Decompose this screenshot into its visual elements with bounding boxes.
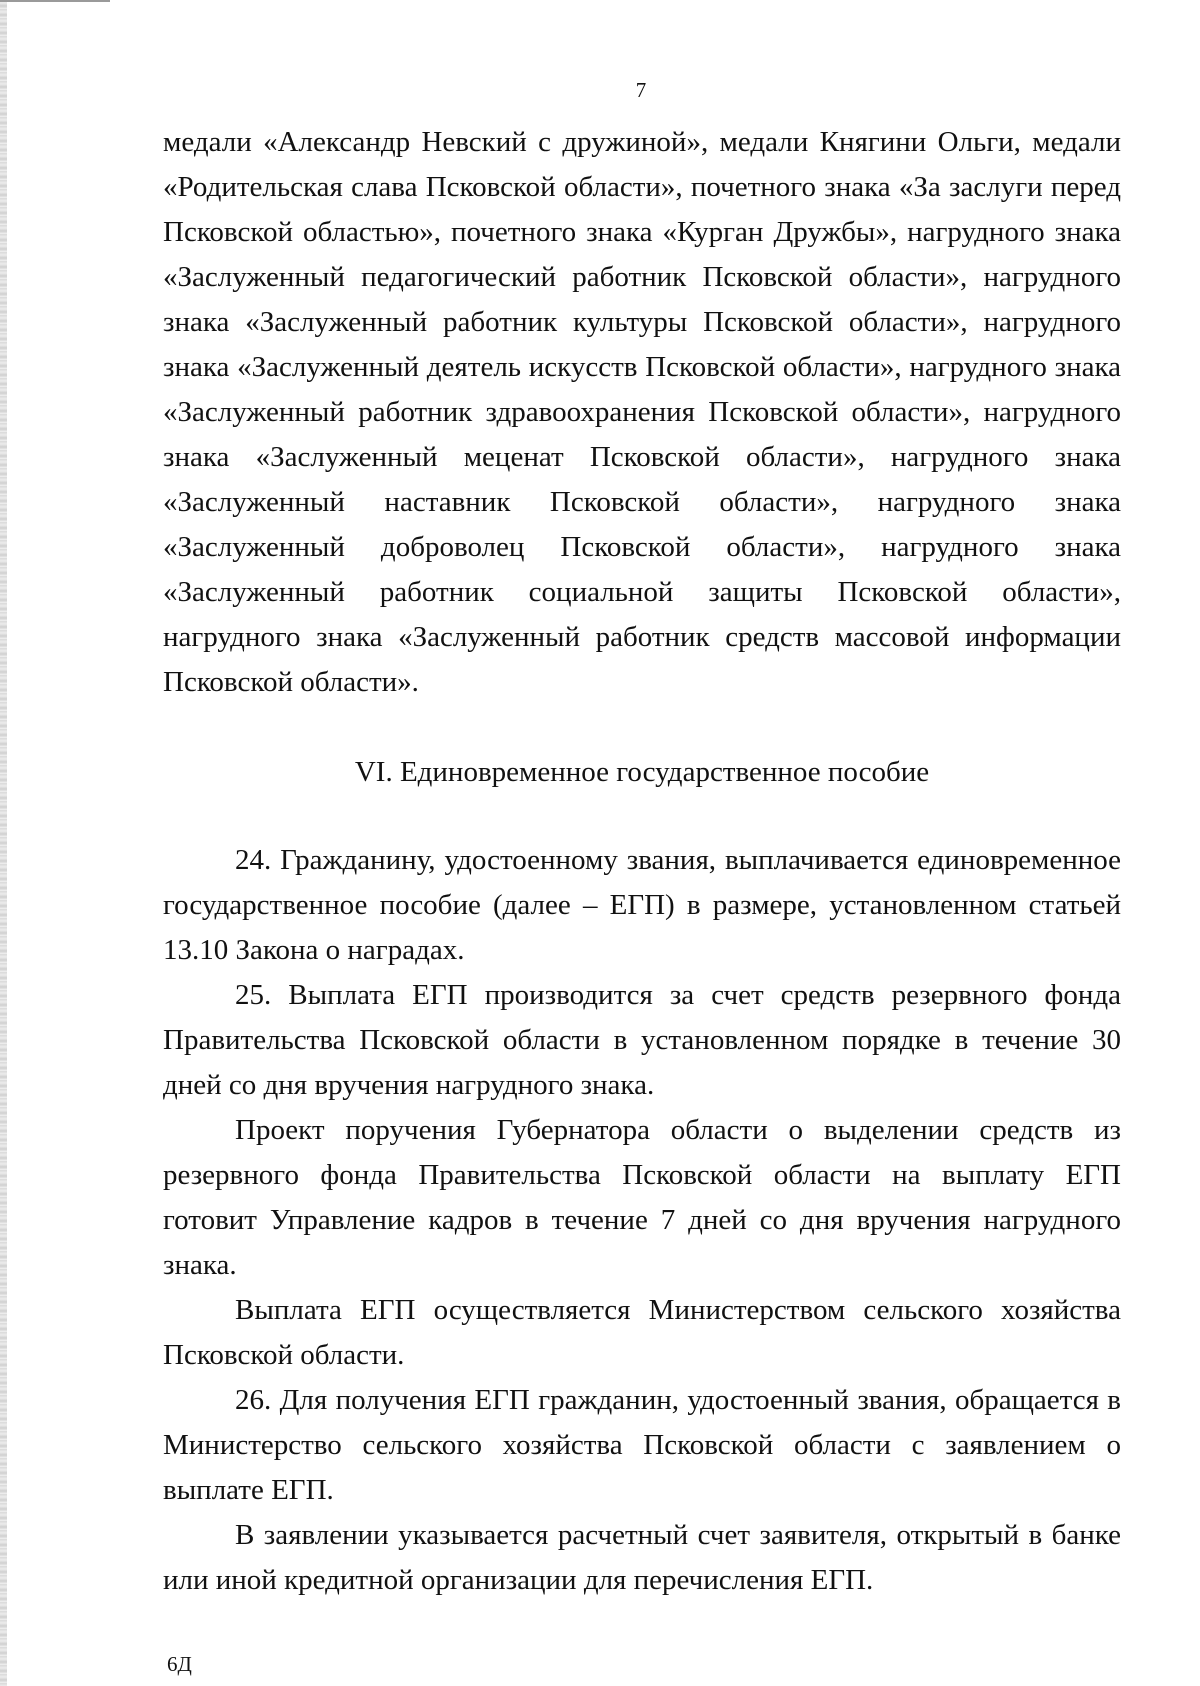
intro-paragraph: медали «Александр Невский с дружиной», медали Княгини Ольги, медали «Родительская слава Псковской области», почетного знака «За заслуги перед Псковской областью», почетного знака «Курган Дружбы», нагрудного знака «Заслуженный педагогический работник Псковской области», нагрудного знака «Заслуженный работник культуры Псковской области», нагрудного знака «Заслуженный деятель искусств Псковской области», нагрудного знака «Заслуженный работник здравоохранения Псковской области», нагрудного знака «Заслуженный меценат Псковской области», нагрудного знака «Заслуженный наставник Псковской области», нагрудного знака «Заслуженный доброволец Псковской области», нагрудного знака «Заслуженный работник социальной защиты Псковской области», нагрудного знака «Заслуженный работник средств массовой информации Псковской области».	[163, 126, 1121, 698]
section-heading: VI. Единовременное государственное пособие	[354, 756, 930, 788]
scan-edge	[0, 0, 7, 1686]
intro-text-block	[163, 120, 1121, 705]
paragraph-26: 26. Для получения ЕГП гражданин, удостоенный звания, обращается в Министерство сельского хозяйства Псковской области с заявлением о выплате ЕГП.	[163, 1384, 1121, 1506]
page-number: 7	[635, 78, 647, 102]
paragraph-24: 24. Гражданину, удостоенному звания, выплачивается единовременное государственное пособие (далее – ЕГП) в размере, установленном статьей 13.10 Закона о наградах.	[163, 844, 1121, 966]
scan-top-line	[0, 0, 110, 2]
paragraph-bank-account: В заявлении указывается расчетный счет заявителя, открытый в банке или иной кредитной организации для перечисления ЕГП.	[163, 1519, 1121, 1596]
paragraph-25: 25. Выплата ЕГП производится за счет средств резервного фонда Правительства Псковской области в установленном порядке в течение 30 дней со дня вручения нагрудного знака.	[163, 979, 1121, 1101]
paragraph-governor-order: Проект поручения Губернатора области о выделении средств из резервного фонда Правительства Псковской области на выплату ЕГП готовит Управление кадров в течение 7 дней со дня вручения нагрудного знака.	[163, 1114, 1121, 1281]
paragraph-payment-ministry: Выплата ЕГП осуществляется Министерством сельского хозяйства Псковской области.	[163, 1294, 1121, 1371]
section-body	[163, 838, 1121, 1603]
footer-code: 6Д	[167, 1652, 192, 1676]
